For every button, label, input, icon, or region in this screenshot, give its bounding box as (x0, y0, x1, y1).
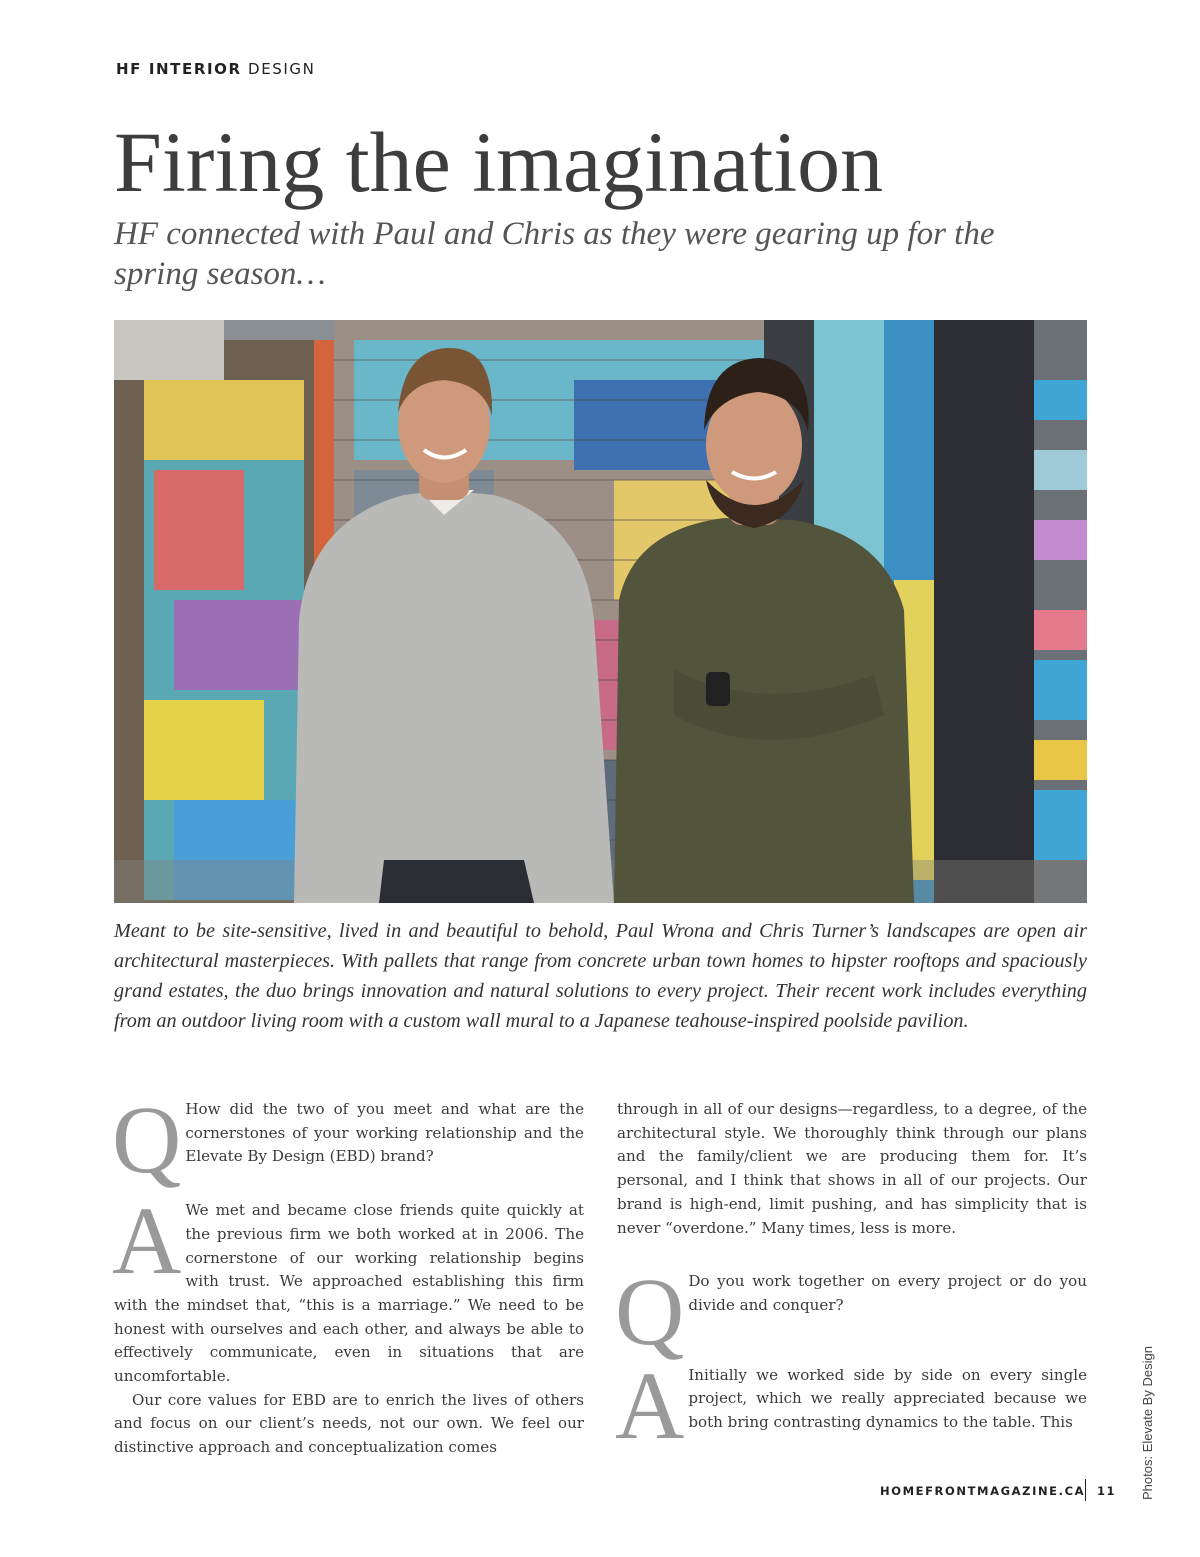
question-2 (615, 1258, 1087, 1366)
article-subtitle: HF connected with Paul and Chris as they were gearing up for the spring season… (114, 216, 995, 292)
question-1-text: How did the two of you meet and what are the cornerstones of your working relationship and the Elevate By Design (EBD) brand? (185, 1100, 584, 1166)
answer-1-continuation (617, 1098, 1087, 1240)
answer-1-text: We met and became close friends quite quickly at the previous firm we both worked at in 2006. The cornerstone of our working relationship begins with trust. We approached establishing this firm with the mindset that, “this is a marriage.” We need to be honest with ourselves and each other, and always be able to effectively communicate, even in situations that are uncomfortable. (114, 1201, 584, 1386)
question-2-text: Do you work together on every project or do you divide and conquer? (688, 1272, 1087, 1314)
drop-cap-q: Q (112, 1086, 182, 1193)
article-column-left (112, 1086, 584, 1460)
footer-website: HOMEFRONTMAGAZINE.CA (880, 1484, 1086, 1498)
answer-1-continuation-text: through in all of our designs—regardless, to a degree, of the architectural style. We thoroughly think through our plans and the family/client we are producing them for. It’s personal, and I think that shows in all of our projects. Our brand is high-end, limit pushing, and has simplicity that is never “overdone.” Many times, less is more. (617, 1100, 1087, 1237)
article-column-right (615, 1098, 1087, 1459)
question-1 (112, 1086, 584, 1193)
hero-photo (114, 320, 1087, 903)
section-label-bold: HF INTERIOR (116, 60, 242, 78)
drop-cap-a2: A (615, 1351, 685, 1459)
photo-credit: Photos: Elevate By Design (1140, 1346, 1155, 1500)
drop-cap-a: A (112, 1187, 182, 1295)
drop-cap-q2: Q (615, 1258, 685, 1366)
answer-1-paragraph-2 (114, 1389, 584, 1460)
article-title: Firing the imagination (114, 114, 884, 210)
section-label-regular: DESIGN (248, 60, 316, 78)
photo-caption: Meant to be site-sensitive, lived in and beautiful to behold, Paul Wrona and Chris Turner’s landscapes are open air architectural masterpieces. With pallets that range from concrete urban town homes to hipster rooftops and spaciously grand estates, the duo brings innovation and natural solutions to every project. Their recent work includes everything from an outdoor living room with a custom wall mural to a Japanese teahouse-inspired poolside pavilion. (114, 920, 1087, 1032)
answer-2-text: Initially we worked side by side on every single project, which we really appreciated because we both bring contrasting dynamics to the table. This (688, 1365, 1087, 1432)
section-label (116, 60, 315, 78)
photo-illustration (114, 320, 1087, 903)
answer-1 (112, 1187, 584, 1389)
page-number: 11 (1097, 1484, 1117, 1498)
answer-1-paragraph-2-text: Our core values for EBD are to enrich the lives of others and focus on our client’s needs, not our own. We feel our distinctive approach and conceptualization comes (114, 1390, 584, 1457)
footer-divider (1085, 1479, 1086, 1501)
answer-2 (615, 1351, 1087, 1459)
